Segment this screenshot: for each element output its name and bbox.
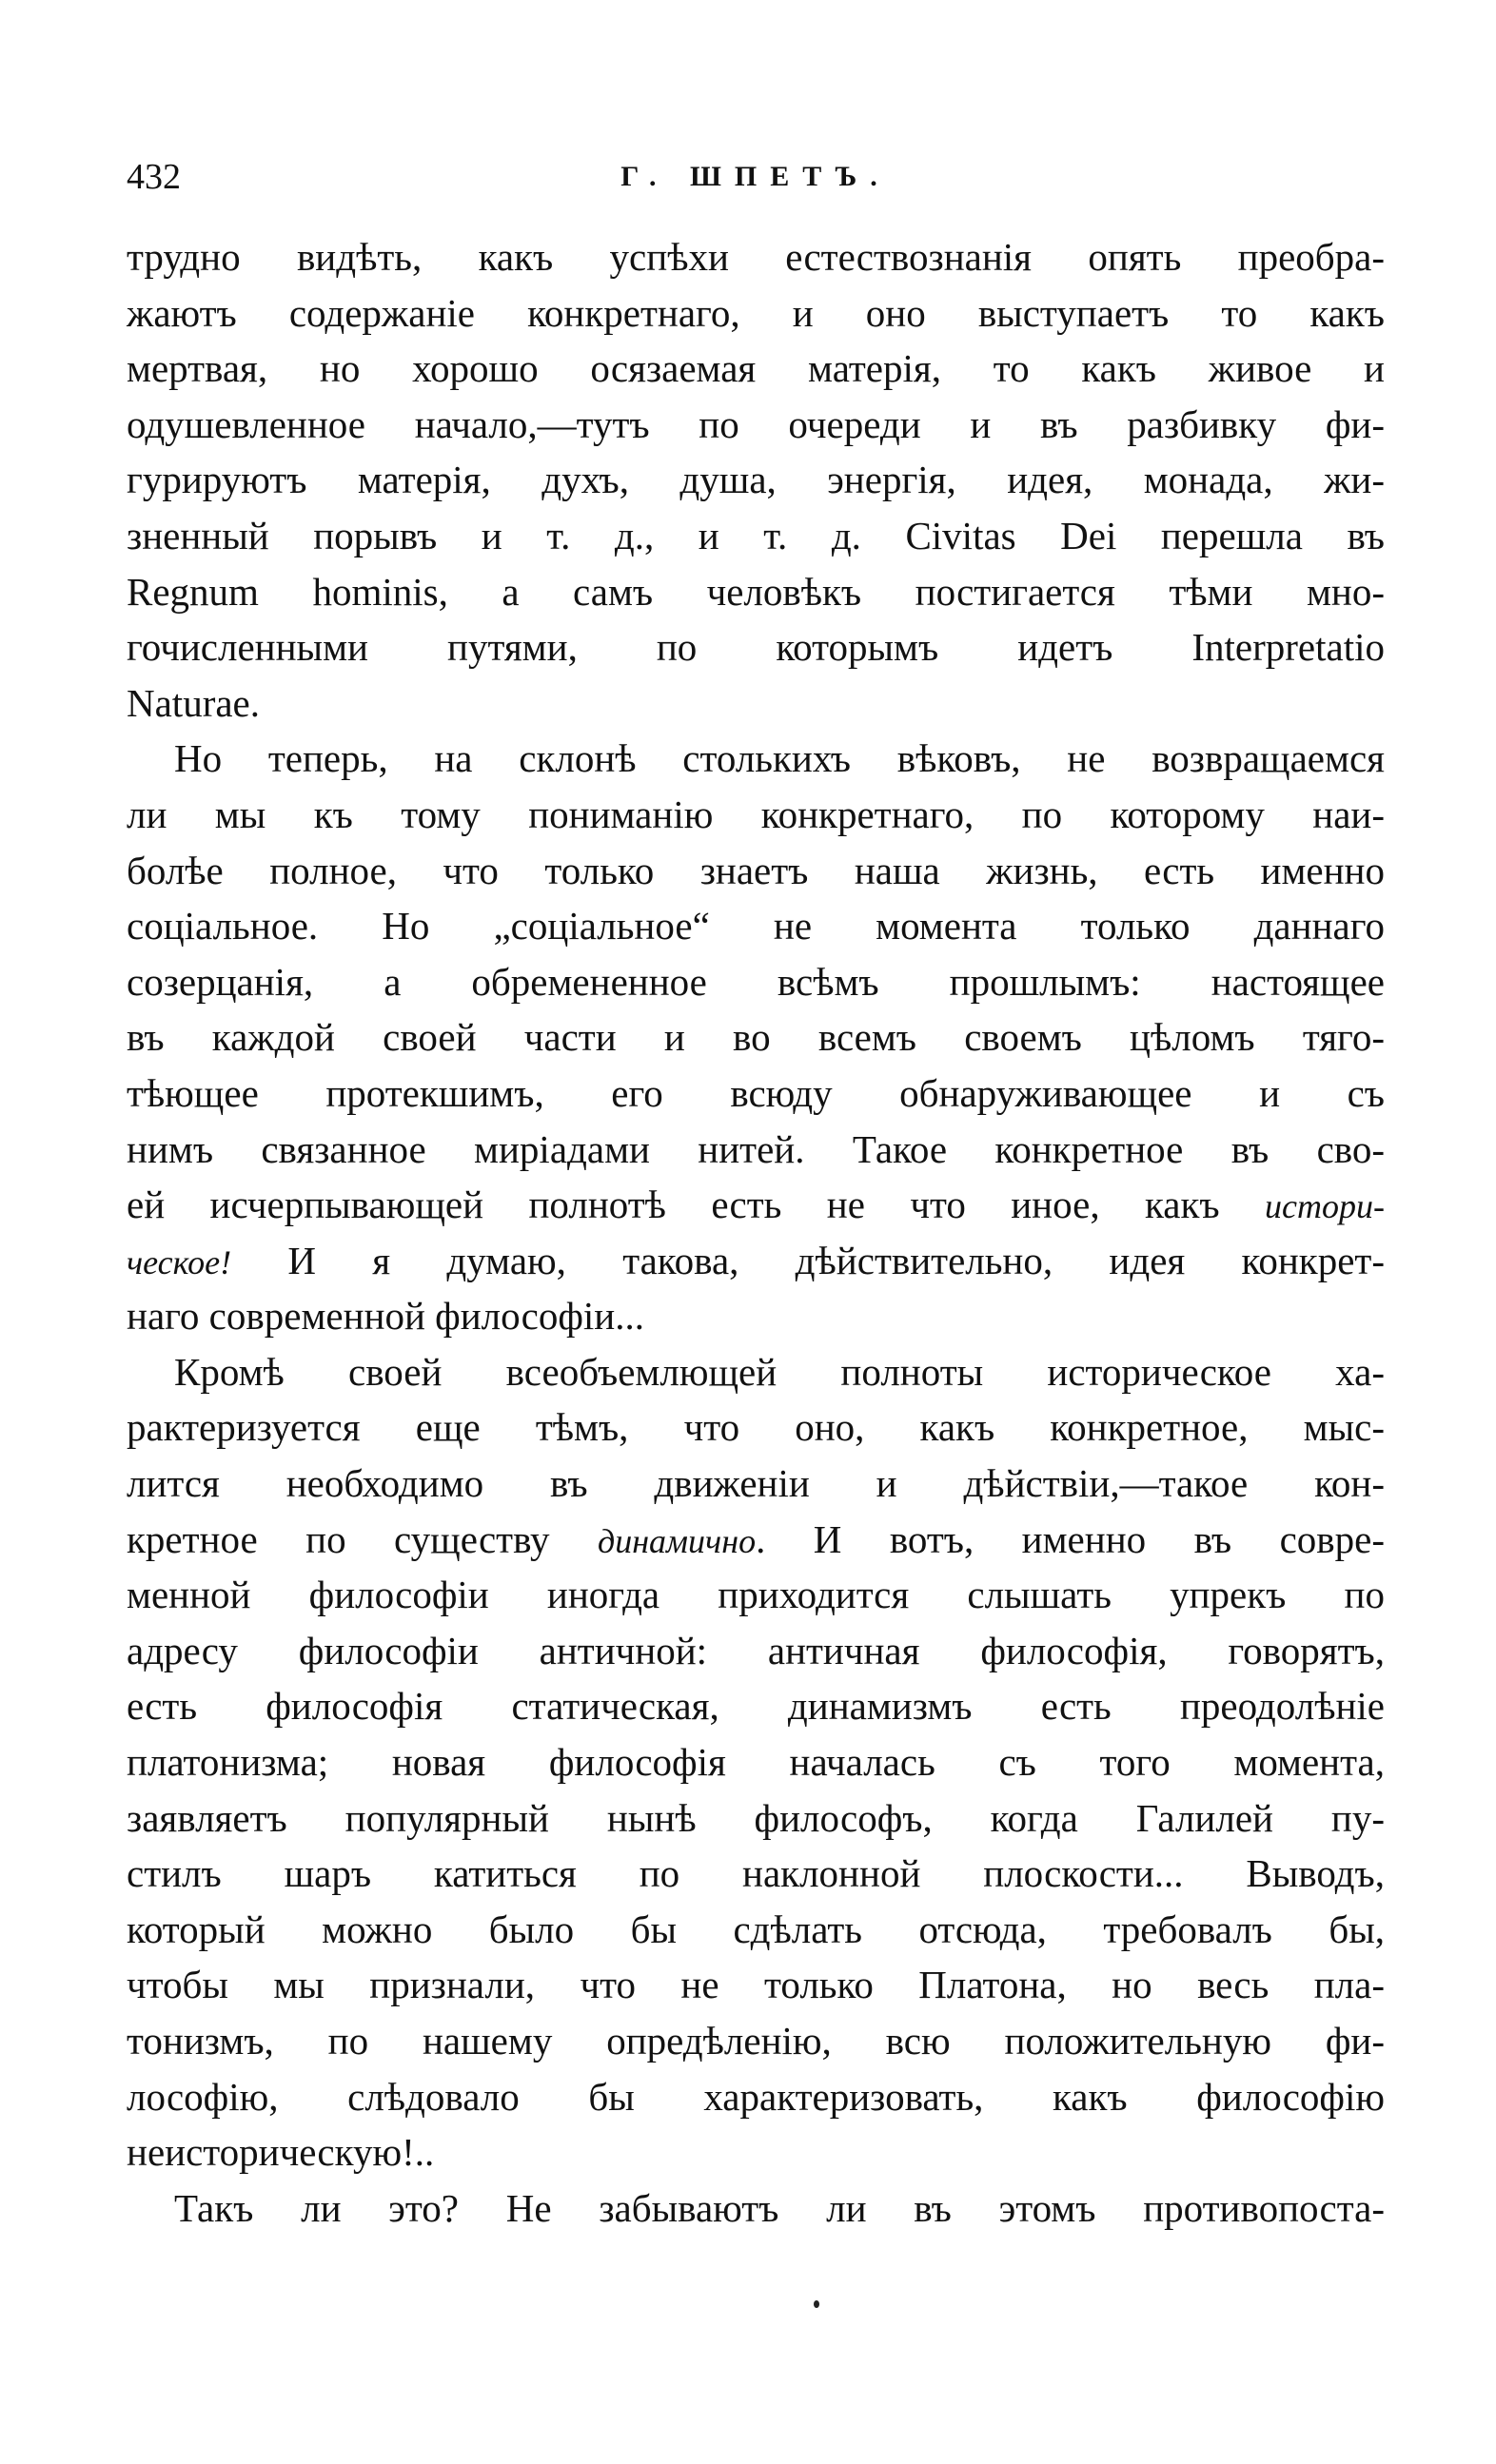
- text-segment: наго современной философіи...: [127, 1294, 644, 1339]
- text-segment: одушевленное начало,—тутъ по очереди и въ разбивку фи-: [127, 401, 1385, 446]
- italic-text-segment: динамично: [597, 1521, 757, 1560]
- text-segment: тонизмъ, по нашему опредѣленію, всю положительную фи-: [127, 2019, 1385, 2063]
- text-segment: Regnum hominis, а самъ человѣкъ постигается тѣми мно-: [127, 569, 1385, 614]
- text-line: [127, 1288, 1385, 1344]
- text-line: [127, 787, 1385, 843]
- text-line: [127, 508, 1385, 564]
- text-segment: трудно видѣть, какъ успѣхи естествознанія опять преобра-: [127, 235, 1385, 279]
- text-segment: ли мы къ тому пониманію конкретнаго, по которому наи-: [127, 792, 1385, 836]
- text-segment: Такъ ли это? Не забываютъ ли въ этомъ противопоста-: [174, 2185, 1385, 2230]
- text-segment: гочисленными путями, по которымъ идетъ Interpretatio: [127, 625, 1385, 670]
- text-line: [127, 341, 1385, 397]
- text-line: [127, 1456, 1385, 1512]
- text-line: [127, 1233, 1385, 1289]
- text-line: [127, 1567, 1385, 1623]
- text-line: [127, 1009, 1385, 1066]
- text-segment: ей исчерпывающей полнотѣ есть не что иное, какъ: [127, 1183, 1266, 1227]
- text-segment: Но теперь, на склонѣ столькихъ вѣковъ, не возвращаемся: [174, 736, 1385, 781]
- text-line: [127, 619, 1385, 675]
- text-line: [127, 1344, 1385, 1400]
- text-line: [127, 285, 1385, 342]
- page-header: [127, 150, 1385, 204]
- text-line: [127, 2069, 1385, 2125]
- text-segment: лится необходимо въ движеніи и дѣйствіи,—такое кон-: [127, 1461, 1385, 1506]
- paragraph: [127, 229, 1385, 731]
- text-segment: жаютъ содержаніе конкретнаго, и оно выступаетъ то какъ: [127, 290, 1385, 335]
- text-line: [127, 1902, 1385, 1958]
- text-line: [127, 397, 1385, 453]
- italic-text-segment: ческое!: [127, 1242, 232, 1281]
- text-segment: Кромѣ своей всеобъемлющей полноты историческое ха-: [174, 1349, 1385, 1394]
- text-segment: неисторическую!..: [127, 2130, 435, 2175]
- text-line: [127, 1512, 1385, 1568]
- paragraph: [127, 1344, 1385, 2180]
- text-segment: чтобы мы признали, что не только Платона, но весь пла-: [127, 1963, 1385, 2007]
- text-segment: менной философіи иногда приходится слышать упрекъ по: [127, 1573, 1385, 1617]
- ink-speck: [814, 2300, 819, 2308]
- text-line: [127, 229, 1385, 285]
- text-segment: лософію, слѣдовало бы характеризовать, какъ философію: [127, 2074, 1385, 2119]
- text-segment: мертвая, но хорошо осязаемая матерія, то какъ живое и: [127, 346, 1385, 391]
- text-segment: гурируютъ матерія, духъ, душа, энергія, идея, монада, жи-: [127, 458, 1385, 502]
- text-segment: рактеризуется еще тѣмъ, что оно, какъ конкретное, мыс-: [127, 1405, 1385, 1450]
- text-segment: нимъ связанное миріадами нитей. Такое конкретное въ сво-: [127, 1126, 1385, 1171]
- text-line: [127, 1957, 1385, 2013]
- text-line: [127, 452, 1385, 508]
- text-segment: зненный порывъ и т. д., и т. д. Civitas Dei перешла въ: [127, 513, 1385, 557]
- text-line: [127, 898, 1385, 954]
- text-line: [127, 731, 1385, 787]
- text-segment: соціальное. Но „соціальное“ не момента только даннаго: [127, 904, 1385, 948]
- text-line: [127, 843, 1385, 899]
- text-segment: . И вотъ, именно въ совре-: [756, 1516, 1385, 1561]
- text-line: [127, 1678, 1385, 1734]
- text-segment: созерцанія, а обремененное всѣмъ прошлымъ: настоящее: [127, 959, 1385, 1004]
- italic-text-segment: истори-: [1265, 1187, 1385, 1226]
- text-line: [127, 2013, 1385, 2069]
- body-text: [127, 229, 1385, 2236]
- text-segment: кретное по существу: [127, 1516, 598, 1561]
- text-segment: И я думаю, такова, дѣйствительно, идея конкрет-: [231, 1238, 1385, 1282]
- page-number: 432: [127, 157, 181, 197]
- text-line: [127, 1734, 1385, 1790]
- text-line: [127, 675, 1385, 732]
- text-line: [127, 1846, 1385, 1902]
- running-title: Г. ШПЕТЪ.: [620, 161, 891, 192]
- text-segment: адресу философіи античной: античная философія, говорятъ,: [127, 1628, 1385, 1672]
- text-segment: болѣе полное, что только знаетъ наша жизнь, есть именно: [127, 848, 1385, 892]
- text-segment: стилъ шаръ катиться по наклонной плоскости... Выводъ,: [127, 1851, 1385, 1896]
- text-line: [127, 2180, 1385, 2237]
- text-line: [127, 1623, 1385, 1679]
- text-segment: платонизма; новая философія началась съ того момента,: [127, 1740, 1385, 1785]
- text-line: [127, 1399, 1385, 1456]
- text-line: [127, 1122, 1385, 1178]
- text-segment: тѣющее протекшимъ, его всюду обнаруживающее и съ: [127, 1070, 1385, 1115]
- text-line: [127, 1790, 1385, 1847]
- paragraph: [127, 2180, 1385, 2237]
- text-segment: заявляетъ популярный нынѣ философъ, когда Галилей пу-: [127, 1795, 1385, 1840]
- text-segment: есть философія статическая, динамизмъ есть преодолѣніе: [127, 1684, 1385, 1729]
- text-line: [127, 954, 1385, 1010]
- text-line: [127, 1066, 1385, 1122]
- text-segment: въ каждой своей части и во всемъ своемъ цѣломъ тяго-: [127, 1015, 1385, 1060]
- text-segment: который можно было бы сдѣлать отсюда, требовалъ бы,: [127, 1907, 1385, 1951]
- text-line: [127, 2124, 1385, 2180]
- text-line: [127, 564, 1385, 620]
- text-segment: Naturae.: [127, 680, 260, 725]
- paragraph: [127, 731, 1385, 1344]
- text-line: [127, 1177, 1385, 1233]
